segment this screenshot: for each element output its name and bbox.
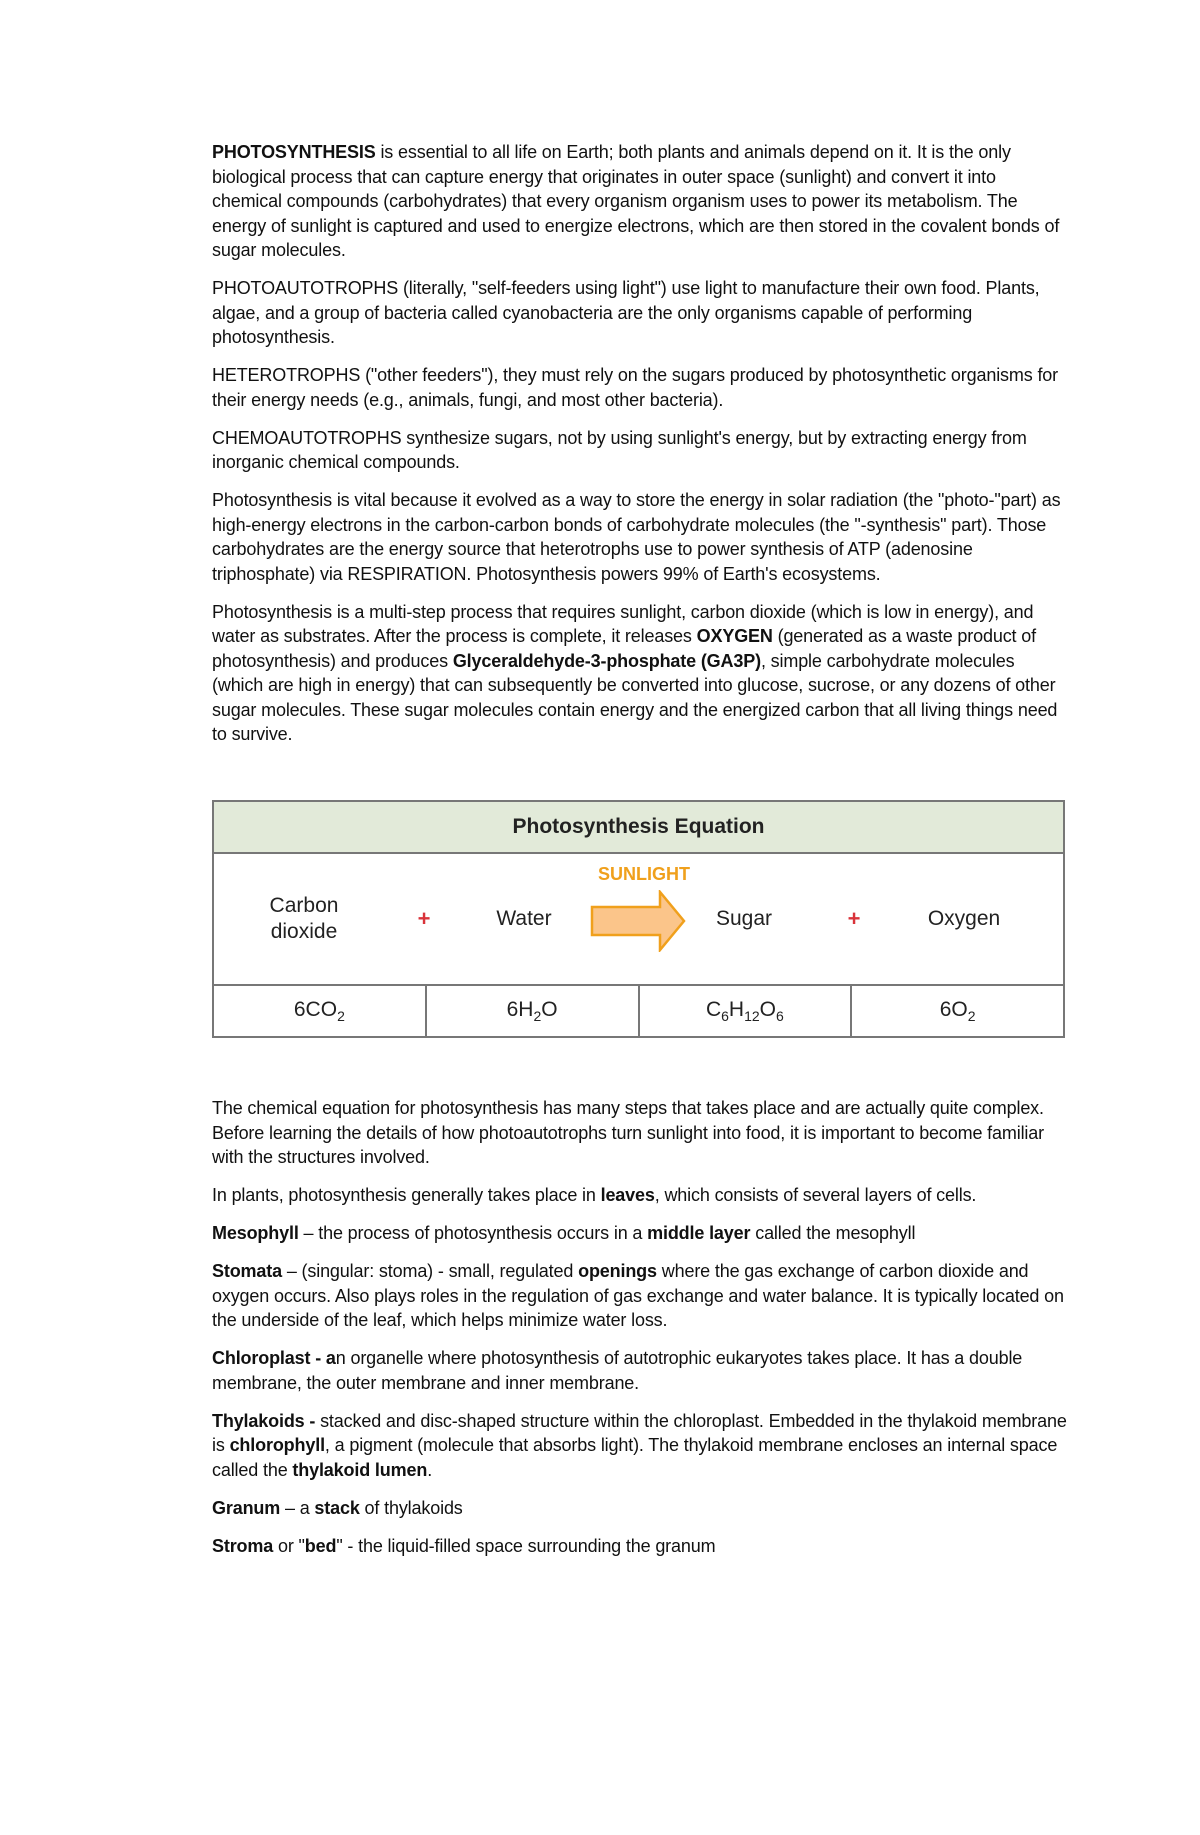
term-middle-layer: middle layer	[647, 1223, 751, 1243]
term-oxygen: OXYGEN	[696, 626, 773, 646]
definition-mesophyll	[212, 1221, 1067, 1246]
equation-title: Photosynthesis Equation	[214, 802, 1063, 854]
paragraph-chemical-equation: The chemical equation for photosynthesis has many steps that takes place and are actually quite complex. Before learning the details of how photoautotrophs turn sunlight into food, it is important to become familiar with the structures involved.	[212, 1098, 1044, 1167]
formula-oxygen: $6O_2$	[850, 986, 1063, 1036]
definition-stomata	[212, 1259, 1067, 1333]
text: or "	[273, 1535, 305, 1556]
text: – a	[280, 1497, 315, 1518]
term-bed: bed	[304, 1535, 337, 1556]
plus-sign: +	[847, 906, 861, 931]
plus-sign: +	[417, 906, 431, 931]
definition-granum	[212, 1496, 1067, 1521]
text: – (singular: stoma) - small, regulated	[281, 1261, 579, 1281]
paragraph-heterotrophs: HETEROTROPHS ("other feeders"), they must rely on the sugars produced by photosynthetic organisms for their energy needs (e.g., animals, fungi, and most other bacteria).	[212, 365, 1058, 410]
term-stack: stack	[314, 1497, 360, 1518]
sunlight-label: SUNLIGHT	[598, 864, 690, 884]
formula-carbon-dioxide: $6CO_2$	[293, 998, 345, 1024]
paragraph-multistep	[212, 600, 1067, 747]
term-leaves: leaves	[600, 1185, 655, 1205]
term-photosynthesis: PHOTOSYNTHESIS	[212, 142, 376, 162]
text: stacked and disc-shaped structure within the chloroplast. Embedded in the thylakoid membrane is	[212, 1410, 1067, 1455]
definition-thylakoids	[212, 1409, 1067, 1483]
term-ga3p: Glyceraldehyde-3-phosphate (GA3P)	[452, 650, 761, 671]
term-stroma: Stroma	[212, 1535, 274, 1556]
definition-chloroplast	[212, 1346, 1067, 1395]
term-thylakoid-lumen: thylakoid lumen	[292, 1459, 428, 1480]
definition-stroma	[212, 1534, 1067, 1559]
formula-water: $6H_2O$	[425, 986, 638, 1036]
paragraph-photosynthesis-intro	[212, 140, 1067, 263]
text: " - the liquid-filled space surrounding the granum	[336, 1535, 716, 1556]
reaction-arrow-icon	[590, 890, 700, 952]
term-sugar: Sugar	[715, 907, 773, 930]
paragraph-photoautotrophs: PHOTOAUTOTROPHS (literally, "self-feeders using light") use light to manufacture their own food. Plants, algae, and a group of bacteria called cyanobacteria are the only organisms capable of performing photosynthesis.	[212, 278, 1040, 347]
text: where the gas exchange of carbon dioxide and oxygen occurs. Also plays roles in the regulation of gas exchange and water balance. It is typically located on the underside of the leaf, which helps minimize water loss.	[212, 1261, 1064, 1330]
term-granum: Granum	[212, 1497, 281, 1518]
paragraph-chemoautotrophs: CHEMOAUTOTROPHS synthesize sugars, not by using sunlight's energy, but by extracting energy from inorganic chemical compounds.	[212, 427, 1027, 472]
text: of thylakoids	[359, 1497, 463, 1518]
text: .	[427, 1459, 433, 1480]
text: n organelle where photosynthesis of autotrophic eukaryotes takes place. It has a double membrane, the outer membrane and inner membrane.	[212, 1348, 1023, 1393]
text: , simple carbohydrate molecules (which are high in energy) that can subsequently be converted into glucose, sucrose, or any dozens of other sugar molecules. These sugar molecules contain energy and the energized carbon that all living things need to survive.	[212, 650, 1058, 744]
text: In plants, photosynthesis generally takes place in	[212, 1185, 601, 1205]
text: Carbon	[269, 894, 339, 917]
formula-sugar: $C_6H_{12}O_6$	[638, 986, 851, 1036]
text: Photosynthesis is a multi-step process that requires sunlight, carbon dioxide (which is low in energy), and water as substrates. After the process is complete, it releases	[212, 601, 1034, 646]
term-chlorophyll: chlorophyll	[229, 1435, 325, 1455]
term-stomata: Stomata	[212, 1261, 282, 1281]
equation-formulas-row	[212, 986, 1065, 1038]
equation-box	[212, 800, 1065, 986]
text: called the mesophyll	[750, 1223, 916, 1243]
term-mesophyll: Mesophyll	[212, 1223, 299, 1243]
paragraph-leaves	[212, 1183, 1067, 1208]
term-carbon-dioxide	[234, 854, 374, 984]
term-water: Water	[496, 907, 552, 930]
term-chloroplast: Chloroplast - a	[212, 1348, 336, 1368]
photosynthesis-equation-figure	[212, 800, 1067, 1038]
equation-words-row	[214, 854, 1063, 986]
term-openings: openings	[578, 1261, 657, 1281]
text: , a pigment (molecule that absorbs light). The thylakoid membrane encloses an internal space called the	[212, 1435, 1058, 1480]
document-page	[212, 140, 1067, 1572]
term-thylakoids: Thylakoids -	[212, 1410, 316, 1431]
text: – the process of photosynthesis occurs in a	[298, 1223, 648, 1243]
paragraph-vital: Photosynthesis is vital because it evolved as a way to store the energy in solar radiation (the "photo-"part) as high-energy electrons in the carbon-carbon bonds of carbohydrate molecules (the "-synthesis" part). Those carbohydrates are the energy source that heterotrophs use to power synthesis of ATP (adenosine triphosphate) via RESPIRATION. Photosynthesis powers 99% of Earth's ecosystems.	[212, 490, 1061, 584]
text: (generated as a waste product of photosynthesis) and produces	[212, 626, 1036, 671]
text: is essential to all life on Earth; both plants and animals depend on it. It is the only biological process that can capture energy that originates in outer space (sunlight) and convert it into chemical compounds (carbohydrates) that every organism organism uses to power its metabolism. The energy of sunlight is captured and used to energize electrons, which are then stored in the covalent bonds of sugar molecules.	[212, 142, 1060, 260]
text: , which consists of several layers of cells.	[654, 1185, 977, 1205]
text: dioxide	[270, 920, 338, 943]
term-oxygen: Oxygen	[927, 907, 1001, 930]
